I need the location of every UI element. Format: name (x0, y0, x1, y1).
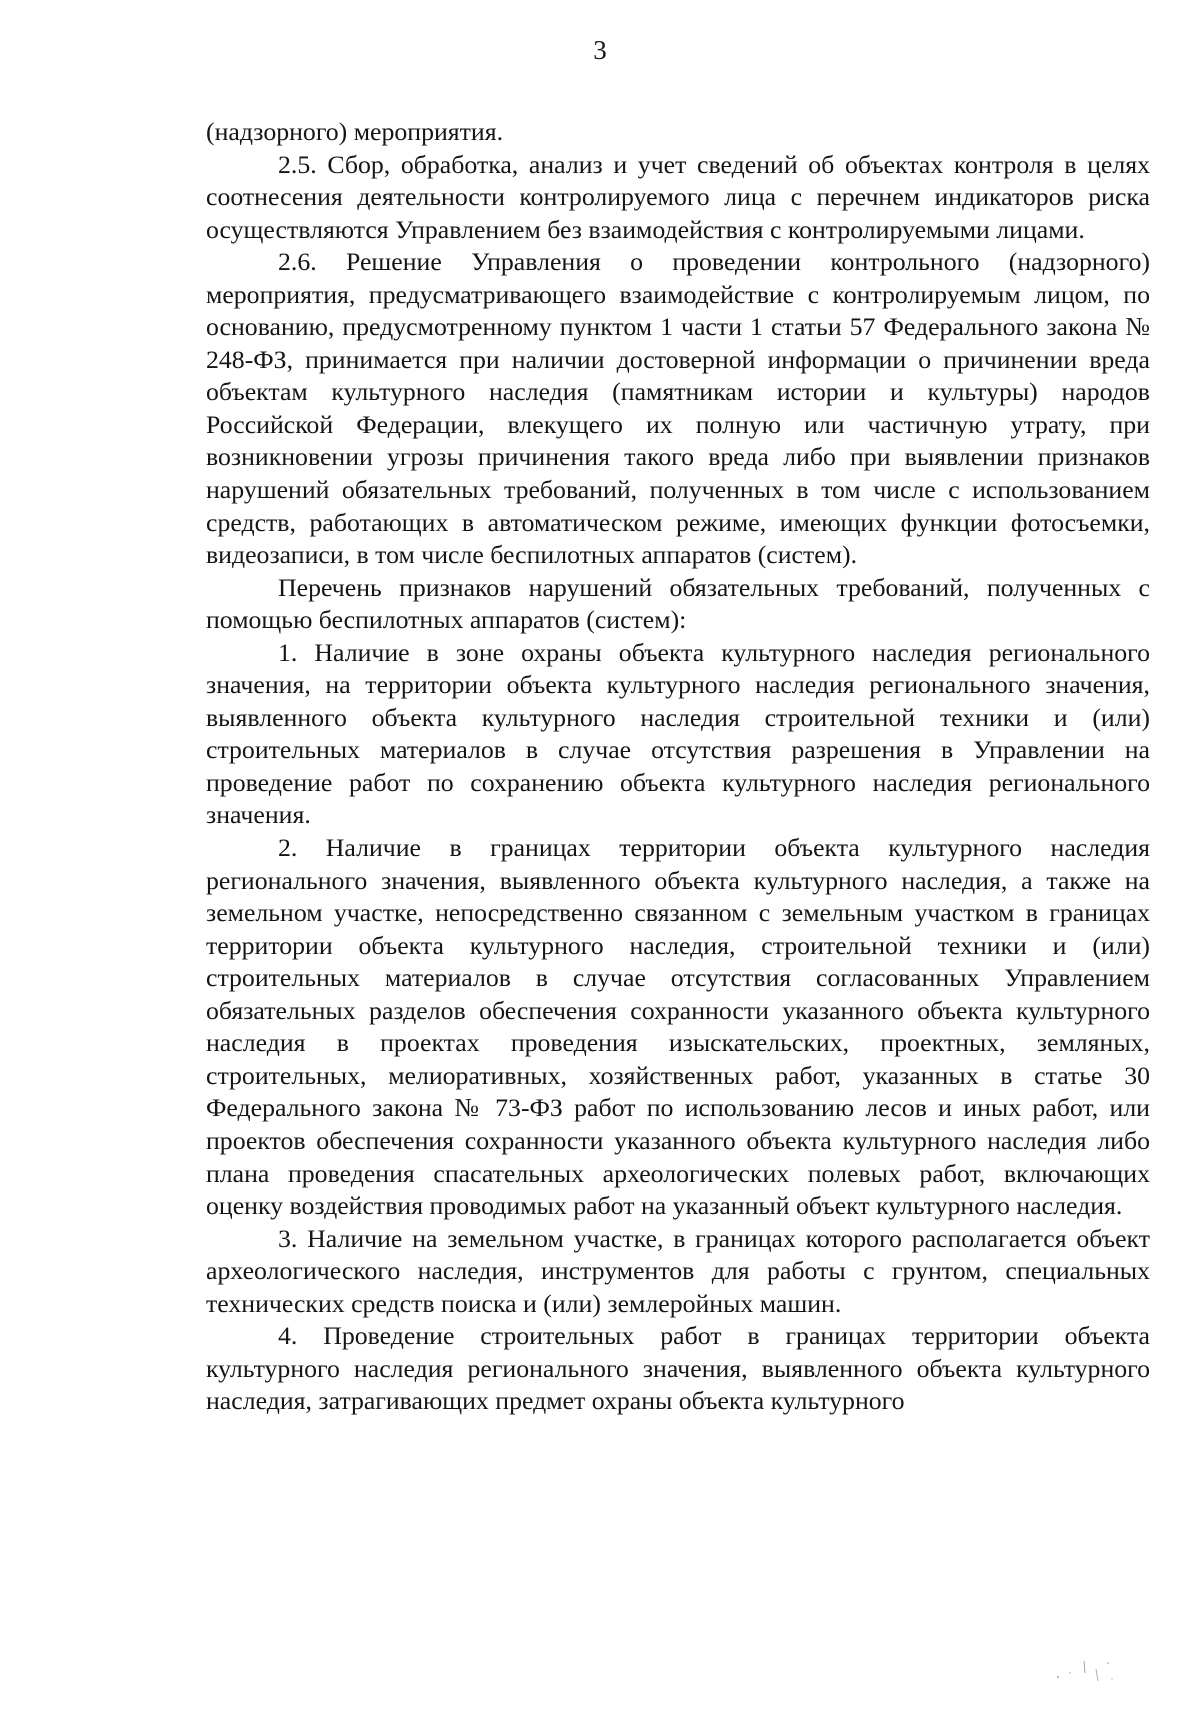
document-body (206, 116, 1150, 1418)
list-item-1: 1. Наличие в зоне охраны объекта культурного наследия регионального значения, на территории объекта культурного наследия регионального значения, выявленного объекта культурного наследия строительной техники и (или) строительных материалов в случае отсутствия разрешения в Управлении на проведение работ по сохранению объекта культурного наследия регионального значения. (206, 637, 1150, 830)
list-item-4: 4. Проведение строительных работ в границах территории объекта культурного наследия регионального значения, выявленного объекта культурного наследия, затрагивающих предмет охраны объекта культурного (206, 1321, 1150, 1416)
paragraph-continuation: (надзорного) мероприятия. (206, 117, 504, 146)
scan-speckles (1050, 1651, 1120, 1691)
list-item-3: 3. Наличие на земельном участке, в границах которого располагается объект археологического наследия, инструментов для работы с грунтом, специальных технических средств поиска и (или) землеройных машин. (206, 1223, 1150, 1318)
page-number: 3 (593, 35, 607, 65)
paragraph-2-5: 2.5. Сбор, обработка, анализ и учет сведений об объектах контроля в целях соотнесения деятельности контролируемого лица с перечнем индикаторов риска осуществляются Управлением без взаимодействия с контролируемыми лицами. (206, 149, 1150, 244)
paragraph-2-6: 2.6. Решение Управления о проведении контрольного (надзорного) мероприятия, предусматривающего взаимодействие с контролируемым лицом, по основанию, предусмотренному пунктом 1 части 1 статьи 57 Федерального закона № 248-ФЗ, принимается при наличии достоверной информации о причинении вреда объектам культурного наследия (памятникам истории и культуры) народов Российской Федерации, влекущего их полную или частичную утрату, при возникновении угрозы причинения такого вреда либо при выявлении признаков нарушений обязательных требований, полученных в том числе с использованием средств, работающих в автоматическом режиме, имеющих функции фотосъемки, видеозаписи, в том числе беспилотных аппаратов (систем). (206, 247, 1150, 570)
paragraph-list-intro: Перечень признаков нарушений обязательных требований, полученных с помощью беспилотных аппаратов (систем): (206, 572, 1150, 635)
list-item-2: 2. Наличие в границах территории объекта культурного наследия регионального значения, выявленного объекта культурного наследия, а также на земельном участке, непосредственно связанном с земельным участком в границах территории объекта культурного наследия, строительной техники и (или) строительных материалов в случае отсутствия согласованных Управлением обязательных разделов обеспечения сохранности указанного объекта культурного наследия в проектах проведения изыскательских, проектных, земляных, строительных, мелиоративных, хозяйственных работ, указанных в статье 30 Федерального закона № 73-ФЗ работ по использованию лесов и иных работ, или проектов обеспечения сохранности указанного объекта культурного наследия либо плана проведения спасательных археологических полевых работ, включающих оценку воздействия проводимых работ на указанный объект культурного наследия. (206, 833, 1150, 1221)
